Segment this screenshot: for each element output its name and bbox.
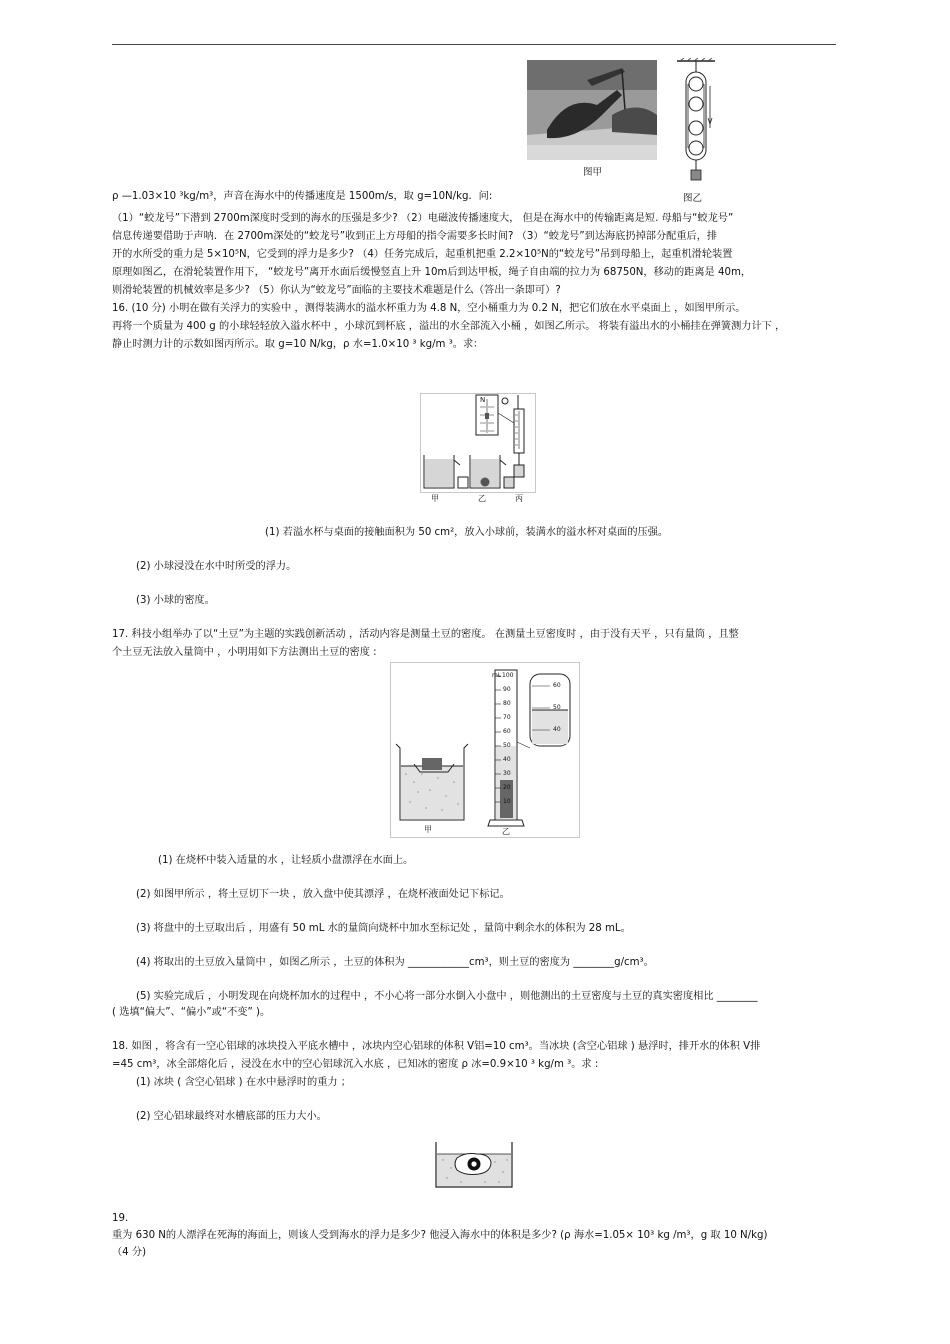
cylinder-tick-70: 70 [503, 714, 511, 721]
cylinder-tick-80: 80 [503, 700, 511, 707]
figure-label-yi: 乙 [478, 494, 486, 503]
q18-line-2: =45 cm³，冰全部熔化后 ，浸没在水中的空心铝球沉入水底 ，已知冰的密度 ρ 冰=0.9×10 ³ kg/m ³。求 : [112, 1059, 599, 1070]
q16-line-2: 再将一个质量为 400 g 的小球轻轻放入溢水杯中 ，小球沉到杯底 ，溢出的水全部流入小桶 ，如图乙所示。 将装有溢出水的小桶挂在弹簧测力计下 ， [112, 321, 786, 332]
q19-line-2: （4 分) [112, 1247, 147, 1258]
zoom-tick-60: 60 [553, 682, 561, 689]
figure-ice-block-tank [435, 1142, 513, 1188]
cylinder-tick-40: 40 [503, 756, 511, 763]
cylinder-tick-50: 50 [503, 742, 511, 749]
q17-sub-3: (3) 将盘中的土豆取出后 ，用盛有 50 mL 水的量筒向烧杯中加水至标记处 ，量筒中剩余水的体积为 28 mL。 [136, 923, 631, 934]
q16-line-1: 16. (10 分) 小明在做有关浮力的实验中 ，测得装满水的溢水杯重力为 4.8 N，空小桶重力为 0.2 N，把它们放在水平桌面上 ，如图甲所示。 [112, 303, 746, 314]
q18-sub-1: (1) 冰块 ( 含空心铝球 ) 在水中悬浮时的重力 ； [136, 1077, 351, 1088]
q17-sub-1: (1) 在烧杯中装入适量的水 ，让轻质小盘漂浮在水面上。 [158, 855, 414, 866]
figure-potato-density [390, 662, 580, 838]
cylinder-zoom-bubble [517, 674, 570, 748]
q16-sub-2: (2) 小球浸没在水中时所受的浮力。 [136, 561, 297, 572]
cylinder-tick-10: 10 [503, 798, 511, 805]
cylinder-unit: mL [492, 672, 502, 679]
figure-label-yi: 乙 [502, 827, 510, 836]
q15-line-6: 则滑轮装置的机械效率是多少? （5）你认为“蛟龙号”面临的主要技术难题是什么（答出一条即可）? [112, 285, 561, 296]
q17-line-1: 17. 科技小组举办了以“土豆”为主题的实践创新活动 ，活动内容是测量土豆的密度。 在测量土豆密度时 ，由于没有天平 ，只有量筒 ，且整 [112, 629, 739, 640]
q16-sub-3: (3) 小球的密度。 [136, 595, 215, 606]
q19-number: 19. [112, 1213, 129, 1224]
q15-line-2: （1）“蛟龙号”下潜到 2700m深度时受到的海水的压强是多少? （2）电磁波传播速度大， 但是在海水中的传输距离是短. 母船与“蛟龙号” [112, 213, 734, 224]
scale-unit-label: N [480, 396, 486, 404]
q16-sub-1: (1) 若溢水杯与桌面的接触面积为 50 cm²，放入小球前，装满水的溢水杯对桌面的压强。 [265, 527, 669, 538]
figure-yi-label: 图乙 [683, 193, 703, 204]
q18-sub-2: (2) 空心铝球最终对水槽底部的压力大小。 [136, 1111, 327, 1122]
q19-line-1: 重为 630 N的人漂浮在死海的海面上，则该人受到海水的浮力是多少? 他浸入海水中的体积是多少? (ρ 海水=1.05× 10³ kg /m³，g 取 10 N/kg) [112, 1230, 768, 1241]
q16-line-3: 静止时测力计的示数如图丙所示。取 g=10 N/kg，ρ 水=1.0×10 ³ kg/m ³。求： [112, 339, 484, 350]
overflow-cup-yi [470, 455, 514, 488]
q15-line-3: 信息传递要借助于声呐．在 2700m深处的“蛟龙号”收到正上方母船的指令需要多长时间? （3）“蛟龙号”到达海底扔掉部分配重后，排 [112, 231, 718, 242]
q15-line-1: ρ —1.03×10 ³kg/m³，声音在海水中的传播速度是 1500m/s，取 g=10N/kg．问: [112, 191, 493, 202]
header-rule [112, 44, 836, 45]
q17-line-2: 个土豆无法放入量筒中 ，小明用如下方法测出土豆的密度 : [112, 647, 377, 658]
overflow-cup-jia [424, 455, 468, 488]
q15-line-5: 原理如图乙，在滑轮装置作用下， “蛟龙号”离开水面后缓慢竖直上升 10m后到达甲板，绳子自由端的拉力为 68750N，移动的距离是 40m， [112, 267, 752, 278]
figure-overflow-cup-experiment [420, 393, 536, 505]
figure-label-jia: 甲 [431, 494, 439, 503]
q15-line-4: 开的水所受的重力是 5×10⁵N，它受到的浮力是多少? （4）任务完成后，起重机把重 2.2×10⁵N的“蛟龙号”吊到母船上，起重机滑轮装置 [112, 249, 733, 260]
cylinder-tick-30: 30 [503, 770, 511, 777]
cylinder-tick-90: 90 [503, 686, 511, 693]
figure-jia-crane-photo [527, 60, 657, 188]
q17-sub-2: (2) 如图甲所示 ，将土豆切下一块 ，放入盘中使其漂浮 ，在烧杯液面处记下标记。 [136, 889, 510, 900]
zoom-tick-50: 50 [553, 704, 561, 711]
figure-yi-pulley [675, 58, 717, 204]
figure-label-bing: 丙 [515, 494, 523, 503]
q17-sub-5: (5) 实验完成后 ，小明发现在向烧杯加水的过程中 ，不小心将一部分水倒入小盘中 ，则他测出的土豆密度与土豆的真实密度相比 ________ [136, 991, 758, 1002]
cylinder-tick-60: 60 [503, 728, 511, 735]
q17-sub-4: (4) 将取出的土豆放入量筒中 ，如图乙所示 ，土豆的体积为 ____________cm³，则土豆的密度为 ________g/cm³。 [136, 957, 654, 968]
q17-sub-5-cont: ( 选填“偏大”、“偏小”或“不变” )。 [112, 1007, 271, 1018]
figure-label-jia: 甲 [424, 825, 432, 834]
cylinder-tick-100: 100 [502, 672, 514, 679]
q18-line-1: 18. 如图 ，将含有一空心铝球的冰块投入平底水槽中 ，冰块内空心铝球的体积 V铝=10 cm³。当冰块 (含空心铝球 ) 悬浮时，排开水的体积 V排 [112, 1041, 761, 1052]
cylinder-tick-20: 20 [503, 784, 511, 791]
spring-scale-bing [514, 395, 524, 477]
beaker-jia [396, 744, 468, 820]
zoom-tick-40: 40 [553, 726, 561, 733]
figure-jia-label: 图甲 [583, 167, 603, 178]
